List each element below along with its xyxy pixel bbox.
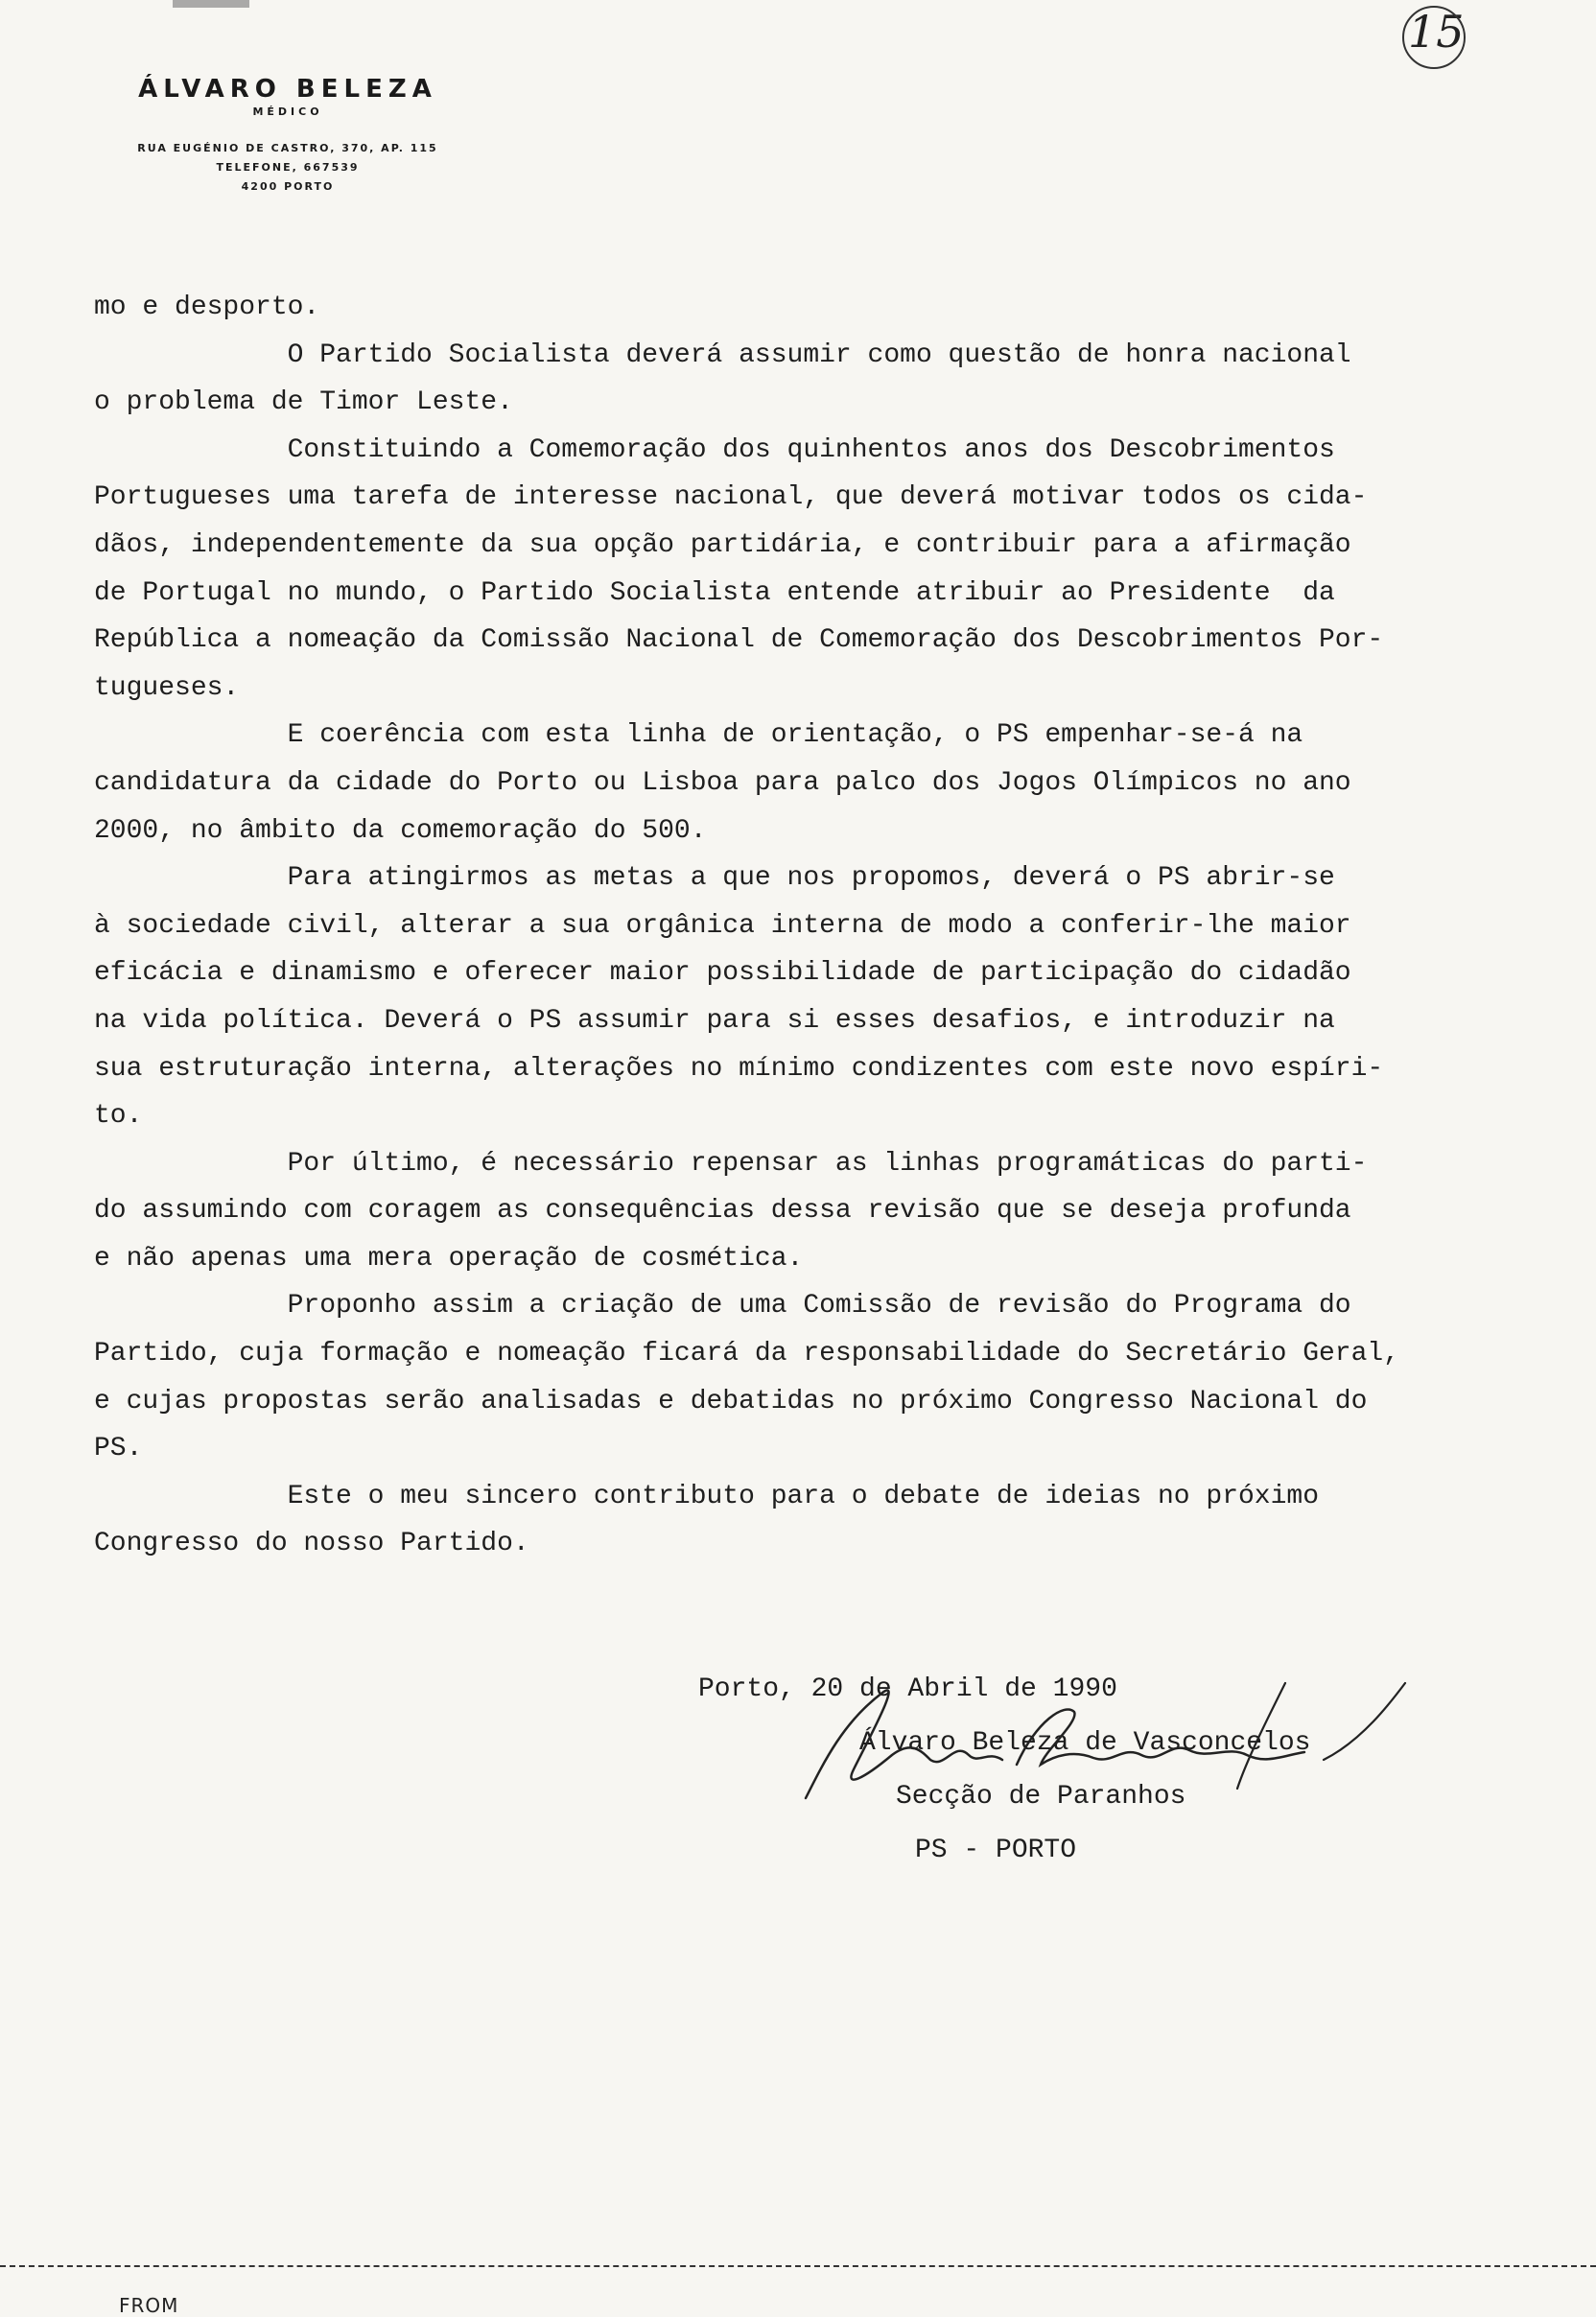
- body-line: mo e desporto.: [94, 293, 320, 322]
- body-line: do assumindo com coragem as consequências dessa revisão que se deseja profunda: [94, 1196, 1351, 1227]
- body-line: na vida política. Deverá o PS assumir para si esses desafios, e introduzir na: [94, 1005, 1335, 1036]
- page-number-circle: [1402, 6, 1466, 69]
- body-line: República a nomeação da Comissão Nacional de Comemoração dos Descobrimentos Por-: [94, 625, 1384, 656]
- handwritten-signature: [786, 1664, 1420, 1808]
- letterhead: [86, 75, 489, 197]
- letter-body: [94, 284, 1514, 1568]
- body-line: Este o meu sincero contributo para o debate de ideias no próximo: [94, 1481, 1320, 1511]
- body-line: sua estruturação interna, alterações no mínimo condizentes com este novo espíri-: [94, 1053, 1384, 1084]
- signer-name: Álvaro Beleza de Vasconcelos: [859, 1728, 1311, 1758]
- closing-block: [698, 1663, 1311, 1931]
- page-number: [1408, 6, 1465, 58]
- page-number-text: 15: [1408, 6, 1465, 58]
- letterhead-address: RUA EUGÉNIO DE CASTRO, 370, AP. 115: [137, 142, 438, 154]
- body-line: E coerência com esta linha de orientação, o PS empenhar-se-á na: [94, 720, 1303, 751]
- body-line: Portugueses uma tarefa de interesse nacional, que deverá motivar todos os cida-: [94, 482, 1368, 513]
- body-line: à sociedade civil, alterar a sua orgânica interna de modo a conferir-lhe maior: [94, 910, 1351, 941]
- letterhead-name: ÁLVARO BELEZA: [138, 75, 437, 104]
- body-line: O Partido Socialista deverá assumir como questão de honra nacional: [94, 339, 1351, 370]
- signer-section: Secção de Paranhos: [896, 1782, 1186, 1812]
- body-line: e cujas propostas serão analisadas e debatidas no próximo Congresso Nacional do: [94, 1386, 1368, 1416]
- letterhead-phone: TELEFONE, 667539: [216, 161, 360, 174]
- body-line: Proponho assim a criação de uma Comissão de revisão do Programa do: [94, 1291, 1351, 1322]
- place-date: Porto, 20 de Abril de 1990: [698, 1674, 1117, 1704]
- body-line: Partido, cuja formação e nomeação ficará da responsabilidade do Secretário Geral,: [94, 1339, 1400, 1369]
- letterhead-city: 4200 PORTO: [241, 180, 335, 193]
- body-line: de Portugal no mundo, o Partido Socialista entende atribuir ao Presidente da: [94, 577, 1335, 608]
- signer-party: PS - PORTO: [915, 1836, 1077, 1865]
- fax-from-label: FROM: [119, 2294, 179, 2317]
- fax-separator-line: [0, 2265, 1596, 2267]
- body-line: candidatura da cidade do Porto ou Lisboa para palco dos Jogos Olímpicos no ano: [94, 767, 1351, 798]
- body-line: Congresso do nosso Partido.: [94, 1529, 529, 1559]
- body-line: o problema de Timor Leste.: [94, 387, 513, 418]
- body-line: to.: [94, 1101, 143, 1132]
- scan-artifact: [173, 0, 249, 8]
- body-line: tugueses.: [94, 672, 240, 703]
- body-line: eficácia e dinamismo e oferecer maior possibilidade de participação do cidadão: [94, 958, 1351, 989]
- body-line: dãos, independentemente da sua opção partidária, e contribuir para a afirmação: [94, 529, 1351, 560]
- body-line: Por último, é necessário repensar as linhas programáticas do parti-: [94, 1148, 1368, 1179]
- body-line: 2000, no âmbito da comemoração do 500.: [94, 815, 707, 846]
- body-line: e não apenas uma mera operação de cosmética.: [94, 1243, 804, 1274]
- letterhead-address-block: [86, 139, 489, 197]
- letterhead-title: MÉDICO: [252, 105, 323, 118]
- body-line: PS.: [94, 1434, 143, 1464]
- body-line: Para atingirmos as metas a que nos propomos, deverá o PS abrir-se: [94, 863, 1335, 894]
- body-line: Constituindo a Comemoração dos quinhentos anos dos Descobrimentos: [94, 434, 1335, 465]
